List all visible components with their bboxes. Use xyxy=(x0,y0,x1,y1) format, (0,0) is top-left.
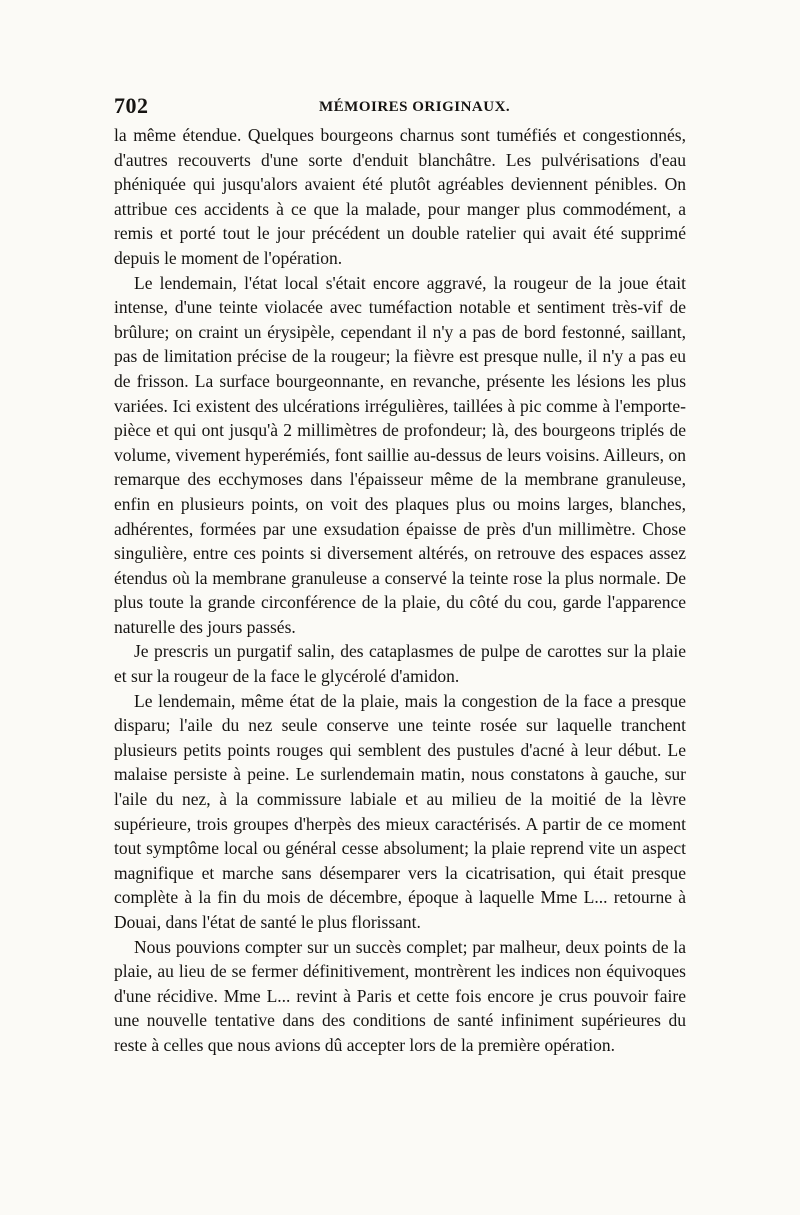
page-number: 702 xyxy=(114,93,149,118)
book-page xyxy=(114,93,686,1058)
paragraph: la même étendue. Quelques bourgeons charnus sont tuméfiés et congestionnés, d'autres recouverts d'une sorte d'enduit blanchâtre. Les pulvérisations d'eau phéniquée qui jusqu'alors avaient été plutôt agréables deviennent pénibles. On attribue ces accidents à ce que la malade, pour manger plus commodément, a remis et porté tout le jour précédent un double ratelier qui avait été supprimé depuis le moment de l'opération. xyxy=(114,125,686,268)
paragraph: Le lendemain, l'état local s'était encore aggravé, la rougeur de la joue était intense, d'une teinte violacée avec tuméfaction notable et sentiment très-vif de brûlure; on craint un érysipèle, cependant il n'y a pas de bord festonné, saillant, pas de limitation précise de la rougeur; la fièvre est presque nulle, il n'y a pas eu de frisson. La surface bourgeonnante, en revanche, présente les lésions les plus variées. Ici existent des ulcérations irrégulières, taillées à pic comme à l'emporte-pièce et qui ont jusqu'à 2 millimètres de profondeur; là, des bourgeons triplés de volume, vivement hyperémiés, font saillie au-dessus de leurs voisins. Ailleurs, on remarque des ecchymoses dans l'épaisseur même de la membrane granuleuse, enfin en plusieurs points, on voit des plaques plus ou moins larges, blanches, adhérentes, formées par une exsudation épaisse de près d'un millimètre. Chose singulière, entre ces points si diversement altérés, on retrouve des espaces assez étendus où la membrane granuleuse a conservé la teinte rose la plus normale. De plus toute la grande circonférence de la plaie, du côté du cou, garde l'apparence naturelle des jours passés. xyxy=(114,272,686,637)
paragraph: Le lendemain, même état de la plaie, mais la congestion de la face a presque disparu; l'aile du nez seule conserve une teinte rosée sur laquelle tranchent plusieurs petits points rouges qui semblent des pustules d'acné à leur début. Le malaise persiste à peine. Le surlendemain matin, nous constatons à gauche, sur l'aile du nez, à la commissure labiale et au milieu de la moitié de la lèvre supérieure, trois groupes d'herpès des mieux caractérisés. A partir de ce moment tout symptôme local ou général cesse absolument; la plaie reprend vite un aspect magnifique et marche sans désemparer vers la cicatrisation, qui était presque complète à la fin du mois de décembre, époque à laquelle Mme L... retourne à Douai, dans l'état de santé le plus florissant. xyxy=(114,690,686,932)
running-title: MÉMOIRES ORIGINAUX. xyxy=(319,99,511,115)
body-text xyxy=(114,123,686,1058)
running-head xyxy=(114,93,686,123)
paragraph: Nous pouvions compter sur un succès complet; par malheur, deux points de la plaie, au lieu de se fermer définitivement, montrèrent les indices non équivoques d'une récidive. Mme L... revint à Paris et cette fois encore je crus pouvoir faire une nouvelle tentative dans des conditions de santé infiniment supérieures du reste à celles que nous avions dû accepter lors de la première opération. xyxy=(114,936,686,1055)
paragraph: Je prescris un purgatif salin, des cataplasmes de pulpe de carottes sur la plaie et sur la rougeur de la face le glycérolé d'amidon. xyxy=(114,641,686,687)
